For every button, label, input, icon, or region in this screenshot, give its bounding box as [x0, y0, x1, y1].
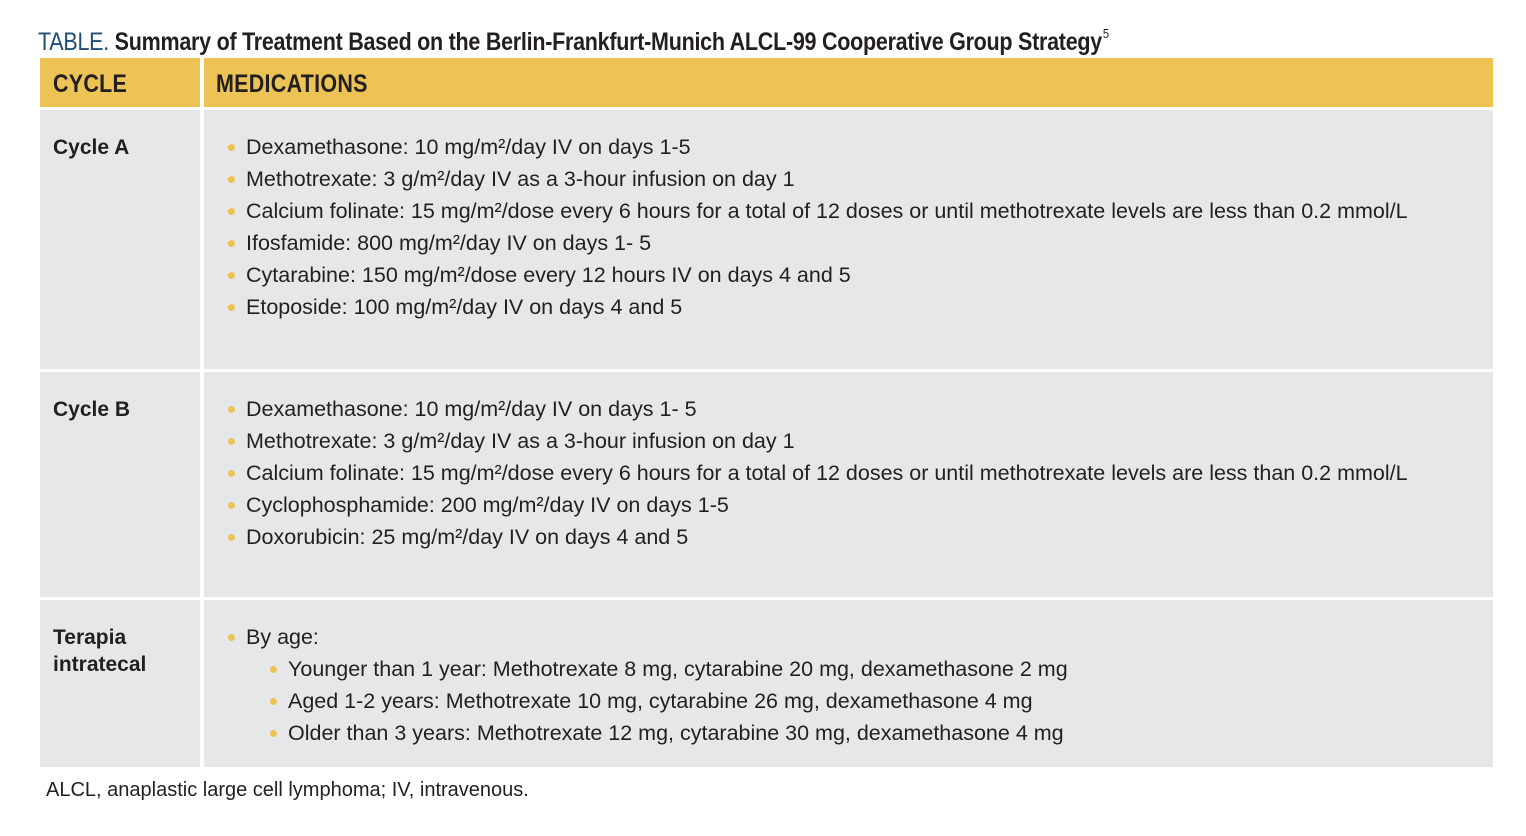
- list-item: Cytarabine: 150 mg/m²/dose every 12 hours IV on days 4 and 5: [226, 262, 1433, 288]
- list-item: Methotrexate: 3 g/m²/day IV as a 3-hour infusion on day 1: [226, 166, 1433, 192]
- cycle-cell: Terapia intratecal: [40, 600, 200, 767]
- list-item: Etoposide: 100 mg/m²/day IV on days 4 and 5: [226, 294, 1433, 320]
- list-item: Cyclophosphamide: 200 mg/m²/day IV on days 1-5: [226, 492, 1433, 518]
- header-medications: MEDICATIONS: [204, 58, 1493, 107]
- reference-superscript: 5: [1102, 26, 1109, 41]
- list-item: Calcium folinate: 15 mg/m²/dose every 6 hours for a total of 12 doses or until methotrexate levels are less than 0.2 mmol/L: [226, 460, 1433, 486]
- medications-cell: [204, 110, 1493, 369]
- list-item: Dexamethasone: 10 mg/m²/day IV on days 1-5: [226, 134, 1433, 160]
- sub-list: [246, 656, 1433, 746]
- header-cycle: CYCLE: [40, 58, 200, 107]
- list-item: Ifosfamide: 800 mg/m²/day IV on days 1- 5: [226, 230, 1433, 256]
- cycle-cell: Cycle A: [40, 110, 200, 369]
- table-row: [40, 110, 1493, 369]
- table-title: [38, 14, 1294, 62]
- list-item: Calcium folinate: 15 mg/m²/dose every 6 hours for a total of 12 doses or until methotrexate levels are less than 0.2 mmol/L: [226, 198, 1433, 224]
- table-label: TABLE.: [38, 28, 109, 56]
- medication-list: [226, 134, 1433, 320]
- medication-list: [226, 396, 1433, 550]
- table-header-row: [40, 58, 1493, 107]
- table-row: [40, 372, 1493, 597]
- list-item: [226, 624, 1433, 746]
- sub-list-item: Younger than 1 year: Methotrexate 8 mg, cytarabine 20 mg, dexamethasone 2 mg: [268, 656, 1433, 682]
- list-item-label: By age:: [246, 625, 319, 649]
- list-item: Doxorubicin: 25 mg/m²/day IV on days 4 and 5: [226, 524, 1433, 550]
- medications-cell: [204, 600, 1493, 767]
- table-title-text: Summary of Treatment Based on the Berlin-Frankfurt-Munich ALCL-99 Cooperative Group Strategy: [114, 28, 1102, 56]
- list-item: Dexamethasone: 10 mg/m²/day IV on days 1- 5: [226, 396, 1433, 422]
- cycle-cell: Cycle B: [40, 372, 200, 597]
- list-item: Methotrexate: 3 g/m²/day IV as a 3-hour infusion on day 1: [226, 428, 1433, 454]
- medications-cell: [204, 372, 1493, 597]
- sub-list-item: Aged 1-2 years: Methotrexate 10 mg, cytarabine 26 mg, dexamethasone 4 mg: [268, 688, 1433, 714]
- footnote: ALCL, anaplastic large cell lymphoma; IV, intravenous.: [46, 779, 529, 801]
- sub-list-item: Older than 3 years: Methotrexate 12 mg, cytarabine 30 mg, dexamethasone 4 mg: [268, 720, 1433, 746]
- treatment-table: [40, 58, 1493, 767]
- table-row: [40, 600, 1493, 767]
- medication-list: [226, 624, 1433, 746]
